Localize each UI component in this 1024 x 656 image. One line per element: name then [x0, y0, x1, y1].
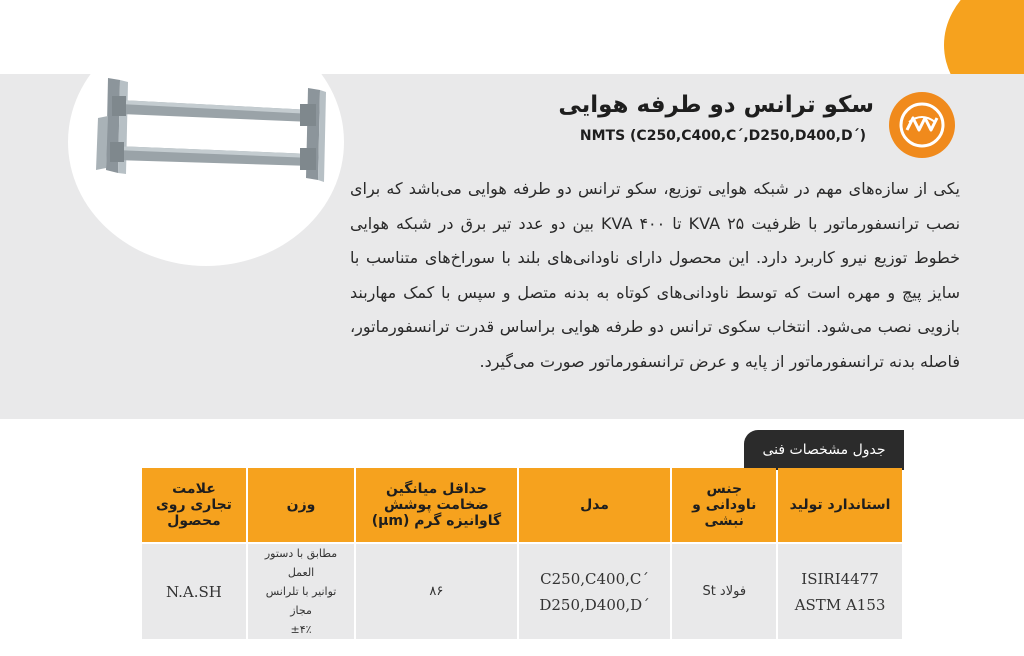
cell-standard [778, 544, 902, 639]
orange-corner-decoration [874, 0, 1024, 74]
spec-table [140, 468, 904, 639]
product-description: یکی از سازه‌های مهم در شبکه هوایی توزیع، سکو ترانس دو طرفه هوایی می‌باشد که برای نصب ترانسفورماتور با ظرفیت KVA ۲۵ تا KVA ۴۰۰ بین دو عدد تیر برق در شبکه هوایی خطوط توزیع نیرو کاربرد دارد. این محصول دارای ناودانی‌های بلند با سوراخ‌های متناسب با سایز پیچ و مهره است که توسط ناودانی‌های کوتاه به بدنه متصل و سپس با کمک مهاربند بازویی نصب می‌شود. انتخاب سکوی ترانس دو طرفه هوایی براساس قدرت ترانسفورماتور، فاصله بدنه ترانسفورماتور از پایه و عرض ترانسفورماتور صورت می‌گیرد. [350, 179, 961, 371]
weight-line-2: توانیر با تلرانس مجاز [265, 585, 337, 617]
product-code: NMTS (C250,C400,C´,D250,D400,D´) [579, 128, 866, 144]
header-standard: استاندارد تولید [778, 468, 902, 544]
header-weight: وزن [248, 468, 354, 544]
cell-brand: N.A.SH [142, 544, 246, 639]
product-image [68, 18, 344, 266]
table-row [142, 544, 902, 639]
table-header-row [142, 468, 902, 544]
cell-weight [248, 544, 354, 639]
weight-line-1: مطابق با دستور العمل [264, 547, 338, 579]
cell-material: فولاد St [672, 544, 776, 639]
company-logo-icon [889, 92, 955, 158]
header-brand: علامت تجاری روی محصول [142, 468, 246, 544]
header-material: جنس ناودانی و نبشی [672, 468, 776, 544]
cell-model [519, 544, 671, 639]
weight-line-3: ±۴٪ [290, 623, 312, 636]
model-line-1: C250,C400,C´ [540, 569, 649, 588]
header-coating: حداقل میانگین ضخامت پوشش گاوانیزه گرم (µm) [356, 468, 517, 544]
standard-line-1: ISIRI4477 [801, 569, 879, 588]
page-title: سکو ترانس دو طرفه هوایی [558, 92, 874, 118]
model-line-2: D250,D400,D´ [539, 595, 650, 614]
header-model: مدل [519, 468, 671, 544]
table-title: جدول مشخصات فنی [744, 430, 904, 470]
cell-coating: ۸۶ [356, 544, 517, 639]
standard-line-2: ASTM A153 [794, 595, 886, 614]
